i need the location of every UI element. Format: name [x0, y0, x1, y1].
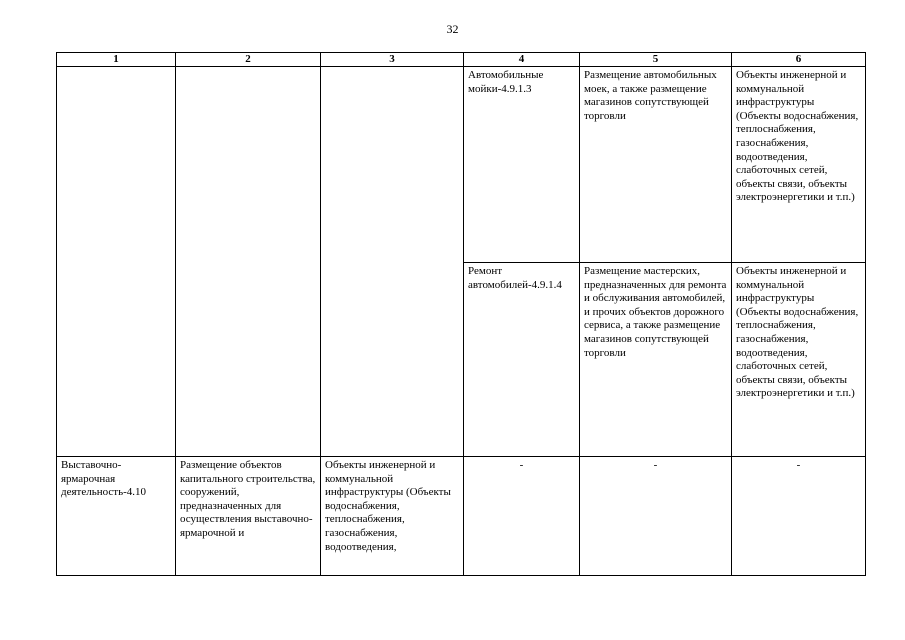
- table-cell-auxiliary-use: [321, 457, 464, 576]
- table-row: [57, 67, 866, 263]
- column-header-6: 6: [732, 53, 866, 67]
- column-header-2: 2: [176, 53, 321, 67]
- table-cell-empty: [57, 67, 176, 457]
- cell-text: Выставочно-ярмарочная деятельность-4.10: [61, 459, 147, 499]
- cell-text: Объекты инженерной и коммунальной инфраструктуры (Объекты водоснабжения, теплоснабжения, газоснабжения, водоотведения,: [325, 459, 451, 553]
- table-cell-empty: [321, 67, 464, 457]
- cell-text: Размещение объектов капитального строительства, сооружений, предназначенных для осуществления выставочно-ярмарочной и: [180, 459, 316, 539]
- table-cell-description: [176, 457, 321, 576]
- page-number: 32: [446, 22, 459, 36]
- table-cell-permitted-use: [57, 457, 176, 576]
- table-cell-permitted-use: Ремонт автомобилей-4.9.1.4: [464, 263, 580, 457]
- column-header-4: 4: [464, 53, 580, 67]
- column-header-3: 3: [321, 53, 464, 67]
- table-cell-dash: -: [732, 457, 866, 576]
- table-cell-auxiliary-use: Объекты инженерной и коммунальной инфраструктуры (Объекты водоснабжения, теплоснабжения, газоснабжения, водоотведения, слаботочных сетей, объекты связи, объекты электроэнергетики и т.п.): [732, 67, 866, 263]
- table-cell-dash: -: [464, 457, 580, 576]
- column-header-5: 5: [580, 53, 732, 67]
- land-use-table: [56, 52, 866, 576]
- table-cell-permitted-use: Автомобильные мойки-4.9.1.3: [464, 67, 580, 263]
- table-cell-description: Размещение автомобильных моек, а также размещение магазинов сопутствующей торговли: [580, 67, 732, 263]
- table-row: [57, 457, 866, 576]
- table-cell-dash: -: [580, 457, 732, 576]
- table-cell-description: Размещение мастерских, предназначенных для ремонта и обслуживания автомобилей, и прочих объектов дорожного сервиса, а также размещение магазинов сопутствующей торговли: [580, 263, 732, 457]
- table-cell-auxiliary-use: Объекты инженерной и коммунальной инфраструктуры (Объекты водоснабжения, теплоснабжения, газоснабжения, водоотведения, слаботочных сетей, объекты связи, объекты электроэнергетики и т.п.): [732, 263, 866, 457]
- table-cell-empty: [176, 67, 321, 457]
- column-header-1: 1: [57, 53, 176, 67]
- table-header-row: [57, 53, 866, 67]
